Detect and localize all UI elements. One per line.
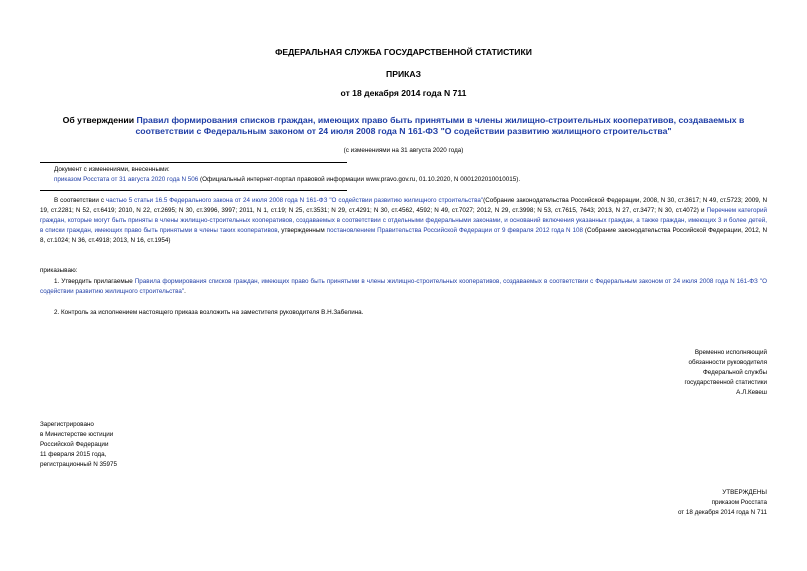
amendment-source: (Официальный интернет-портал правовой информации www.pravo.gov.ru, 01.10.2020, N 0001202010010015). xyxy=(198,176,521,183)
doc-type-heading: ПРИКАЗ xyxy=(386,69,421,79)
registration-line: Российской Федерации xyxy=(40,441,109,448)
amendments-top-divider xyxy=(40,162,347,163)
doc-date-heading: от 18 декабря 2014 года N 711 xyxy=(340,88,467,98)
registration-line: в Министерстве юстиции xyxy=(40,431,114,438)
amendments-line xyxy=(54,175,774,185)
signature-line: государственной статистики xyxy=(684,379,767,386)
law-article-link[interactable]: частью 5 статьи 16.5 Федерального закона от 24 июля 2008 года N 161-ФЗ "О содействии развитию жилищного строительства" xyxy=(105,197,484,204)
item-1-text: 1. Утвердить прилагаемые xyxy=(54,278,135,285)
amendments-bottom-divider xyxy=(40,190,347,191)
order-word: приказываю: xyxy=(40,267,78,274)
signature-line: Временно исполняющий xyxy=(694,349,767,356)
agency-heading: ФЕДЕРАЛЬНАЯ СЛУЖБА ГОСУДАРСТВЕННОЙ СТАТИСТИКИ xyxy=(275,47,532,57)
preamble-text-2: (Собрание законодательства Российской Федерации, 2008, N 30, ст.3617; N 49, ст.5723; 2009, N 19, ст.2281; N 52, ст.6419; 2010, N 22, ст.2695; N 30, ст.3996, 3997; 2011, N 1, ст.19; N 25, ст.3531; N 29, ст.4291; N 30, ст.4562, 4592; N 49, ст.7027; 2012, N 29, ст.3998; N 53, ст.7615, 7643; 2013, N 27, ст.3477; N 30, ст.4072) и xyxy=(40,197,767,214)
preamble-text-3: , утвержденным xyxy=(277,227,327,234)
item-2: 2. Контроль за исполнением настоящего приказа возложить на заместителя руководителя В.Н.Забелина. xyxy=(54,309,364,316)
item-1-end: . xyxy=(184,288,186,295)
title-link[interactable]: Правил формирования списков граждан, имеющих право быть принятыми в члены жилищно-строительных кооперативов, создаваемых в соответствии с Федеральным законом от 24 июля 2008 года N 161-ФЗ "О содействии развитию жилищного строительства" xyxy=(135,115,745,136)
title-prefix: Об утверждении xyxy=(62,115,137,125)
signature-line: обязанности руководителя xyxy=(688,359,767,366)
preamble-text-1: В соответствии с xyxy=(54,197,106,204)
signature-name: А.Л.Кевеш xyxy=(736,389,767,396)
document-title xyxy=(40,115,767,137)
approved-line: приказом Росстата xyxy=(711,499,767,506)
amendments-intro: Документ с изменениями, внесенными: xyxy=(54,166,170,173)
signature-block xyxy=(560,348,767,398)
preamble-text-4: (Собрание законодательства Российской Федерации, 2012, N 8, ст.1024; N 36, ст.4918; 2013, N 16, ст.1954) xyxy=(40,227,767,244)
item-1 xyxy=(40,277,767,297)
preamble-paragraph xyxy=(40,196,767,246)
registration-line: регистрационный N 35975 xyxy=(40,461,118,468)
government-resolution-link[interactable]: постановлением Правительства Российской Федерации от 9 февраля 2012 года N 108 xyxy=(326,227,583,234)
registration-block xyxy=(40,420,340,470)
approved-block xyxy=(560,488,767,518)
approved-line: от 18 декабря 2014 года N 711 xyxy=(677,509,767,516)
registration-line: Зарегистрировано xyxy=(40,421,94,428)
registration-line: 11 февраля 2015 года, xyxy=(40,451,107,458)
approved-line: УТВЕРЖДЕНЫ xyxy=(722,489,767,496)
revision-note: (с изменениями на 31 августа 2020 года) xyxy=(343,147,464,154)
amendment-order-link[interactable]: приказом Росстата от 31 августа 2020 года N 506 xyxy=(54,176,199,183)
signature-line: Федеральной службы xyxy=(703,369,767,376)
rules-link[interactable]: Правила формирования списков граждан, имеющих право быть принятыми в члены жилищно-строительных кооперативов, создаваемых в соответствии с Федеральным законом от 24 июля 2008 года N 161-ФЗ "О содействии развитию жилищного строительства" xyxy=(40,278,768,295)
categories-list-link[interactable]: Перечнем категорий граждан, которые могут быть приняты в члены жилищно-строительных кооперативов, создаваемых в соответствии с отдельными федеральными законами, и оснований включения указанных граждан, а также граждан, имеющих 3 и более детей, в списки граждан, имеющих право быть принятыми в члены таких кооперативов xyxy=(40,207,767,234)
